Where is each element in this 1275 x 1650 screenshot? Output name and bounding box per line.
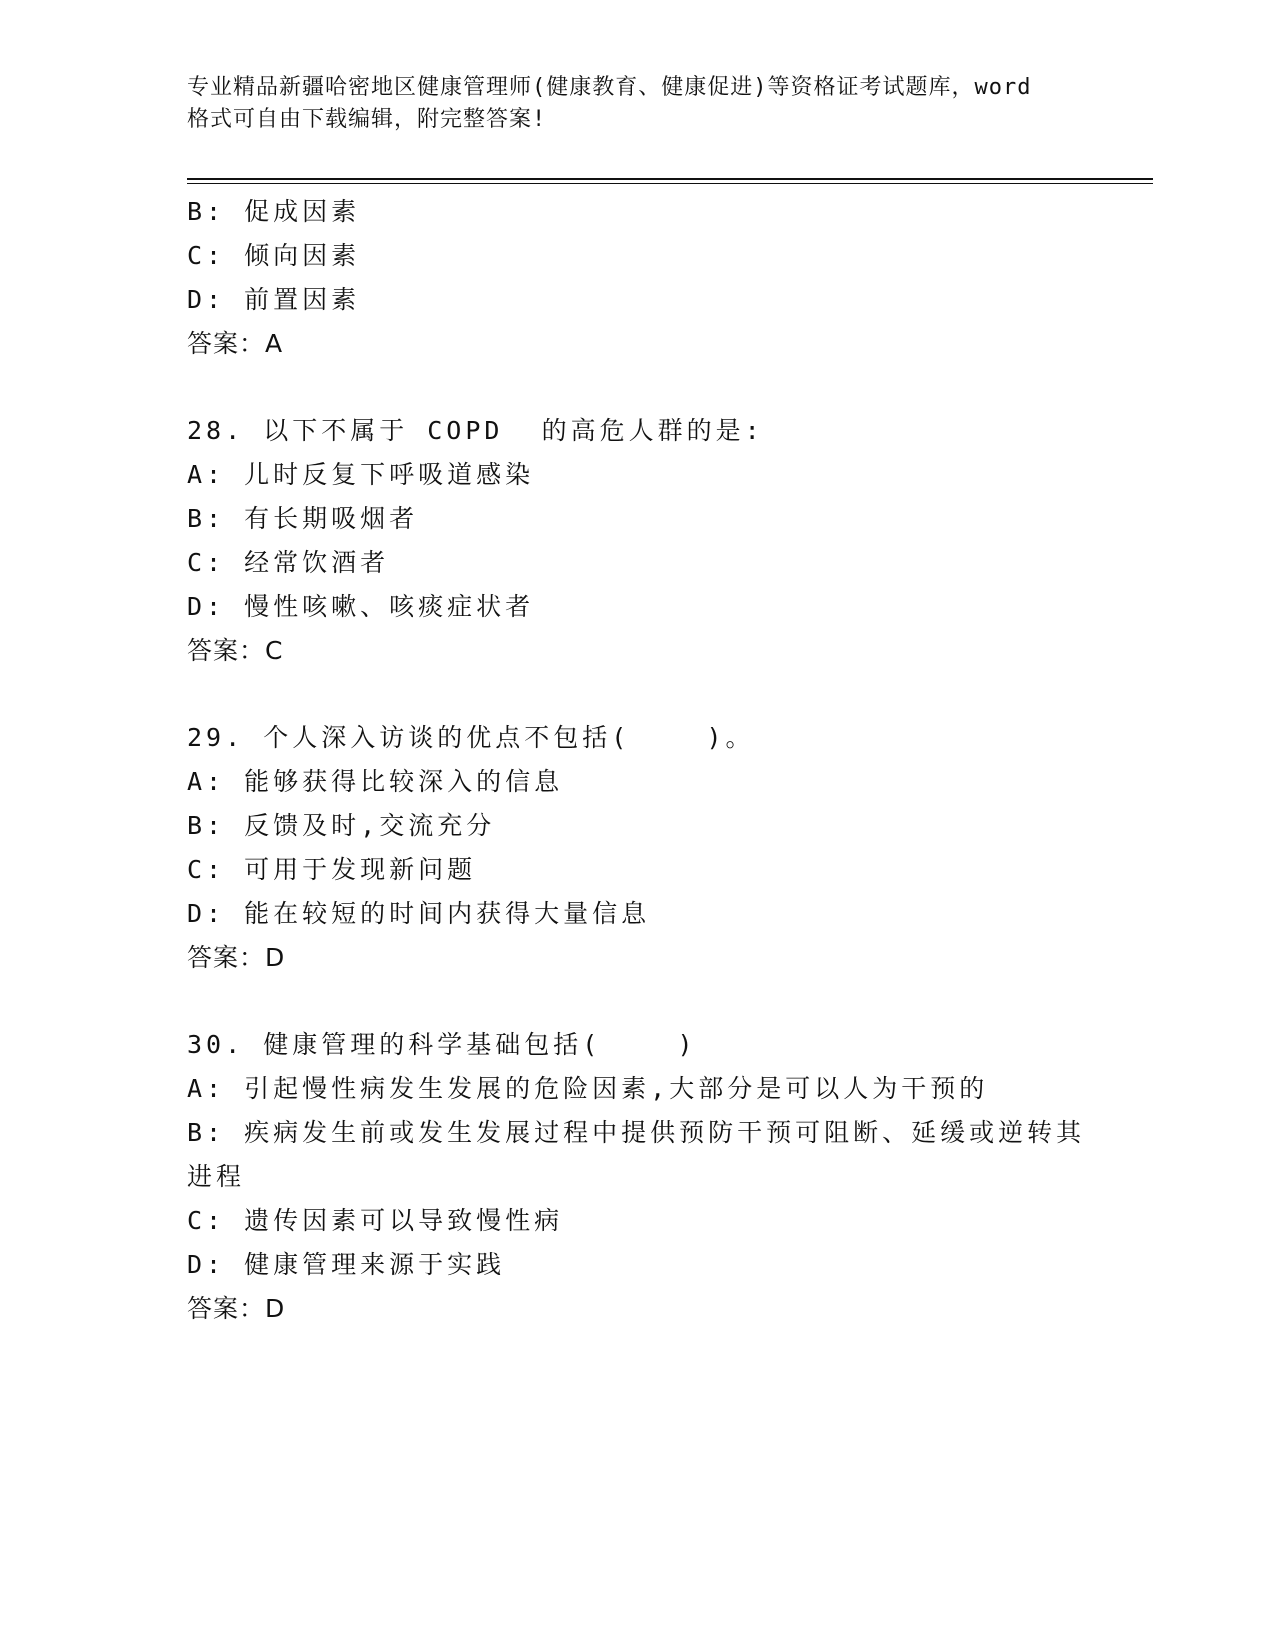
q29-option-a: A: 能够获得比较深入的信息 bbox=[187, 767, 564, 796]
q30-answer: 答案：D bbox=[187, 1294, 286, 1323]
document-header bbox=[187, 72, 1087, 136]
q28-option-a: A: 儿时反复下呼吸道感染 bbox=[187, 460, 535, 489]
q29-option-b: B: 反馈及时,交流充分 bbox=[187, 811, 496, 840]
q29-option-c: C: 可用于发现新问题 bbox=[187, 855, 477, 884]
header-line-2: 格式可自由下载编辑，附完整答案! bbox=[187, 107, 547, 132]
q28-question: 28. 以下不属于 COPD 的高危人群的是: bbox=[187, 416, 764, 445]
q28-option-d: D: 慢性咳嗽、咳痰症状者 bbox=[187, 592, 535, 621]
header-divider bbox=[187, 178, 1153, 180]
header-line-1: 专业精品新疆哈密地区健康管理师(健康教育、健康促进)等资格证考试题库，word bbox=[187, 75, 1032, 100]
q28-answer: 答案：C bbox=[187, 636, 284, 665]
q29-answer: 答案：D bbox=[187, 943, 286, 972]
q30-question: 30. 健康管理的科学基础包括( ) bbox=[187, 1030, 697, 1059]
q27-option-d: D: 前置因素 bbox=[187, 285, 361, 314]
q27-answer: 答案：A bbox=[187, 329, 284, 358]
q30-option-b-continued: 进程 bbox=[187, 1162, 246, 1191]
q30-option-b: B: 疾病发生前或发生发展过程中提供预防干预可阻断、延缓或逆转其 bbox=[187, 1118, 1086, 1147]
q29-option-d: D: 能在较短的时间内获得大量信息 bbox=[187, 899, 651, 928]
q30-option-a: A: 引起慢性病发生发展的危险因素,大部分是可以人为干预的 bbox=[187, 1074, 989, 1103]
q27-option-b: B: 促成因素 bbox=[187, 197, 361, 226]
q27-option-c: C: 倾向因素 bbox=[187, 241, 361, 270]
q28-option-c: C: 经常饮酒者 bbox=[187, 548, 390, 577]
header-divider-thin bbox=[187, 183, 1153, 184]
q29-question: 29. 个人深入访谈的优点不包括( )。 bbox=[187, 723, 755, 752]
q28-option-b: B: 有长期吸烟者 bbox=[187, 504, 419, 533]
q30-option-d: D: 健康管理来源于实践 bbox=[187, 1250, 506, 1279]
q30-option-c: C: 遗传因素可以导致慢性病 bbox=[187, 1206, 564, 1235]
